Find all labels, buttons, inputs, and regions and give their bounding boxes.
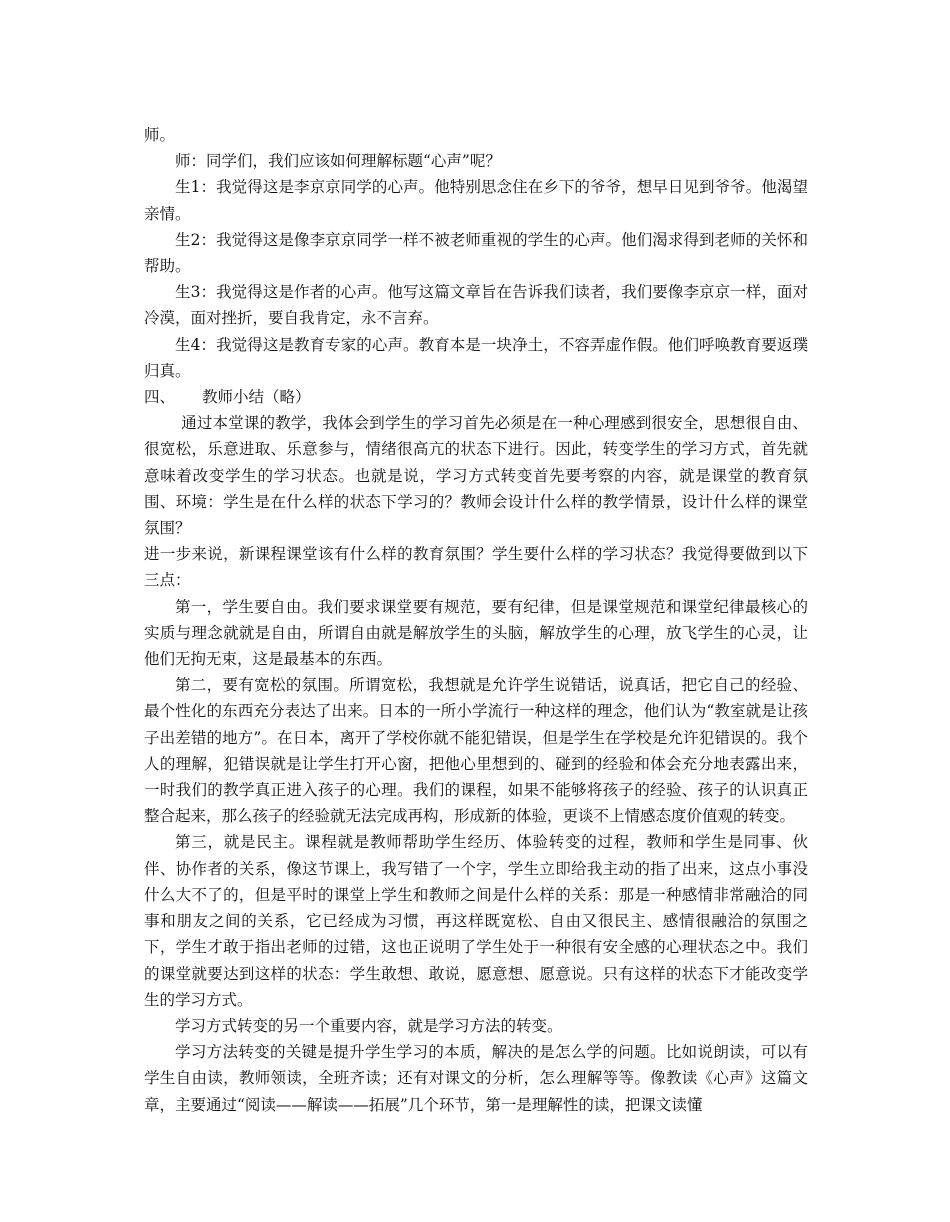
student-answer-1: 生1：我觉得这是李京京同学的心声。他特别思念住在乡下的爷爷，想早日见到爷爷。他渴望亲情。 bbox=[144, 178, 808, 223]
method-detail-paragraph: 学习方法转变的关键是提升学生学习的本质，解决的是怎么学的问题。比如说朗读，可以有学生自由读，教师领读，全班齐读；还有对课文的分析，怎么理解等等。像教读《心声》这篇文章，主要通过“阅读——解读——拓展”几个环节，第一是理解性的读，把课文读懂 bbox=[144, 1043, 808, 1114]
point-two-paragraph: 第二，要有宽松的氛围。所谓宽松，我想就是允许学生说错话，说真话，把它自己的经验、最个性化的东西充分表达了出来。日本的一所小学流行一种这样的理念，他们认为“教室就是让孩子出差错的地方”。在日本，离开了学校你就不能犯错误，但是学生在学校是允许犯错误的。我个人的理解，犯错误就是让学生打开心窗，把他心里想到的、碰到的经验和体会充分地表露出来，一时我们的教学真正进入孩子的心理。我们的课程，如果不能够将孩子的经验、孩子的认识真正整合起来，那么孩子的经验就无法完成再构，形成新的体验，更谈不上情感态度价值观的转变。 bbox=[144, 676, 808, 826]
student-answer-3: 生3：我觉得这是作者的心声。他写这篇文章旨在告诉我们读者，我们要像李京京一样，面对冷漠，面对挫折，要自我肯定，永不言弃。 bbox=[144, 283, 808, 328]
section-title: 教师小结（略） bbox=[202, 388, 311, 407]
paragraph-fragment: 师。 bbox=[144, 126, 176, 144]
student-answer-2: 生2：我觉得这是像李京京同学一样不被老师重视的学生的心声。他们渴求得到老师的关怀和帮助。 bbox=[144, 230, 808, 276]
method-intro-paragraph: 学习方式转变的另一个重要内容，就是学习方法的转变。 bbox=[175, 1016, 563, 1035]
transition-paragraph: 进一步来说，新课程课堂该有什么样的教育氛围？学生要什么样的学习状态？我觉得要做到以下三点： bbox=[144, 545, 808, 590]
point-one-paragraph: 第一，学生要自由。我们要求课堂要有规范，要有纪律，但是课堂规范和课堂纪律最核心的实质与理念就就是自由，所谓自由就是解放学生的头脑，解放学生的心理，放飞学生的心灵，让他们无拘无束，这是最基本的东西。 bbox=[144, 597, 808, 669]
teacher-question: 师：同学们，我们应该如何理解标题“心声”呢？ bbox=[175, 152, 501, 171]
document-page bbox=[144, 122, 808, 1118]
section-number: 四、 bbox=[144, 388, 176, 407]
point-three-paragraph: 第三，就是民主。课程就是教师帮助学生经历、体验转变的过程，教师和学生是同事、伙伴、协作者的关系，像这节课上，我写错了一个字，学生立即给我主动的指了出来，这点小事没什么大不了的，但是平时的课堂上学生和教师之间是什么样的关系：那是一种感情非常融洽的同事和朋友之间的关系，它已经成为习惯，再这样既宽松、自由又很民主、感情很融洽的氛围之下，学生才敢于指出老师的过错，这也正说明了学生处于一种很有安全感的心理状态之中。我们的课堂就要达到这样的状态：学生敢想、敢说，愿意想、愿意说。只有这样的状态下才能改变学生的学习方式。 bbox=[144, 833, 808, 1009]
summary-paragraph: 通过本堂课的教学，我体会到学生的学习首先必须是在一种心理感到很安全，思想很自由、很宽松，乐意进取、乐意参与，情绪很高亢的状态下进行。因此，转变学生的学习方式，首先就意味着改变学生的学习状态。也就是说，学习方式转变首先要考察的内容，就是课堂的教育氛围、环境：学生是在什么样的状态下学习的？教师会设计什么样的教学情景，设计什么样的课堂氛围？ bbox=[144, 414, 808, 538]
student-answer-4: 生4：我觉得这是教育专家的心声。教育本是一块净土，不容弄虚作假。他们呼唤教育要返璞归真。 bbox=[144, 335, 808, 380]
section-heading bbox=[144, 384, 808, 410]
